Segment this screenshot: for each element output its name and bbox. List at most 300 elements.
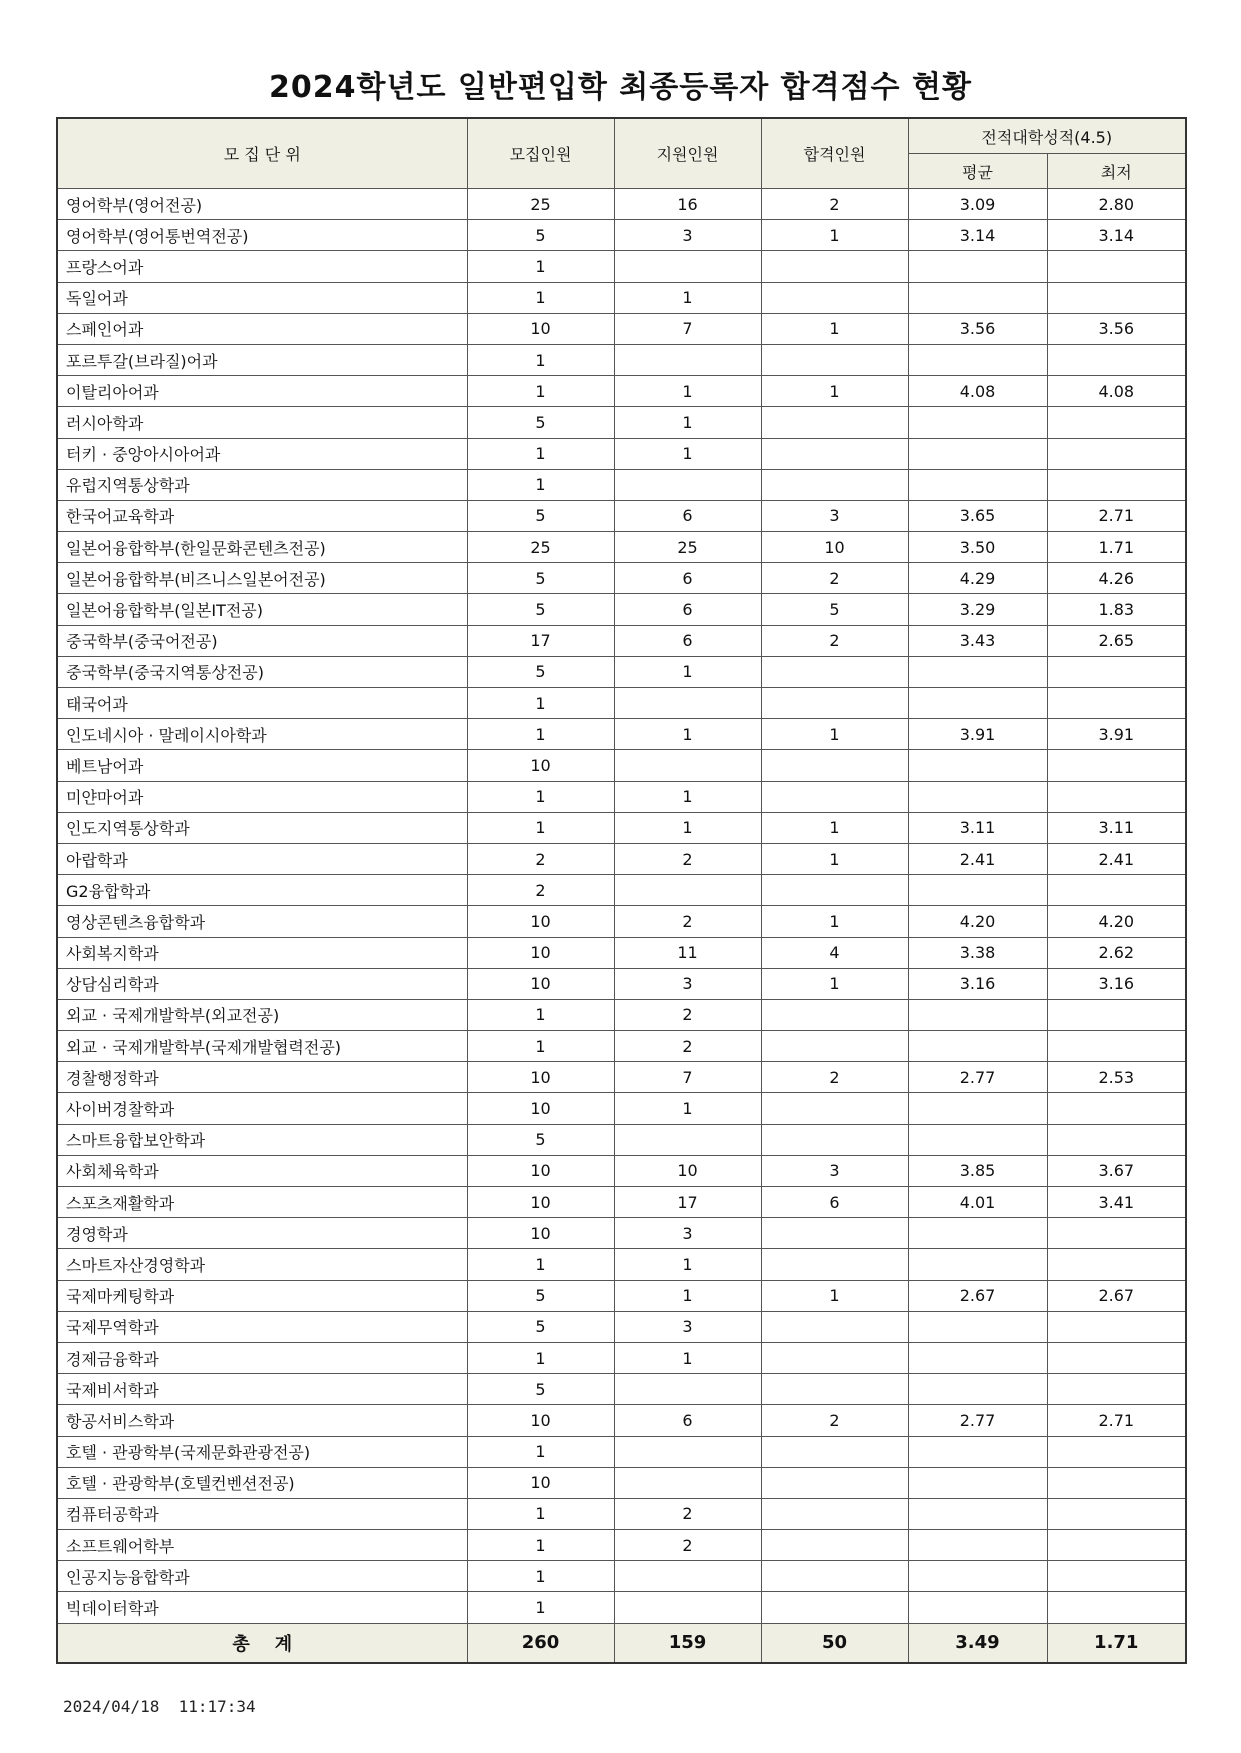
- admitted-cell: 2: [761, 1405, 908, 1436]
- min-gpa-cell: [1047, 1436, 1186, 1467]
- header-admitted: 합격인원: [761, 118, 908, 189]
- avg-gpa-cell: [908, 469, 1047, 500]
- min-gpa-cell: 2.41: [1047, 843, 1186, 874]
- min-gpa-cell: [1047, 1342, 1186, 1373]
- applicants-cell: 2: [614, 1031, 761, 1062]
- admitted-cell: 1: [761, 906, 908, 937]
- table-row: [57, 251, 1186, 282]
- table-row: [57, 719, 1186, 750]
- quota-cell: 25: [467, 189, 614, 220]
- unit-name: 영어학부(영어통번역전공): [57, 220, 467, 251]
- quota-cell: 5: [467, 1374, 614, 1405]
- applicants-cell: [614, 251, 761, 282]
- avg-gpa-cell: [908, 1530, 1047, 1561]
- applicants-cell: [614, 1592, 761, 1623]
- avg-gpa-cell: [908, 1498, 1047, 1529]
- avg-gpa-cell: 4.08: [908, 376, 1047, 407]
- quota-cell: 10: [467, 1093, 614, 1124]
- applicants-cell: [614, 1467, 761, 1498]
- table-row: [57, 843, 1186, 874]
- avg-gpa-cell: [908, 1436, 1047, 1467]
- unit-name: 일본어융합학부(한일문화콘텐츠전공): [57, 532, 467, 563]
- min-gpa-cell: [1047, 999, 1186, 1030]
- table-row: [57, 812, 1186, 843]
- table-row: [57, 656, 1186, 687]
- unit-name: 컴퓨터공학과: [57, 1498, 467, 1529]
- unit-name: 유럽지역통상학과: [57, 469, 467, 500]
- applicants-cell: 1: [614, 438, 761, 469]
- avg-gpa-cell: 4.29: [908, 563, 1047, 594]
- min-gpa-cell: 2.80: [1047, 189, 1186, 220]
- admitted-cell: [761, 1218, 908, 1249]
- applicants-cell: 7: [614, 1062, 761, 1093]
- min-gpa-cell: 3.41: [1047, 1187, 1186, 1218]
- avg-gpa-cell: [908, 1218, 1047, 1249]
- avg-gpa-cell: [908, 251, 1047, 282]
- table-row: [57, 1467, 1186, 1498]
- admitted-cell: [761, 469, 908, 500]
- avg-gpa-cell: 3.43: [908, 625, 1047, 656]
- quota-cell: 5: [467, 1280, 614, 1311]
- min-gpa-cell: [1047, 1249, 1186, 1280]
- avg-gpa-cell: 3.16: [908, 968, 1047, 999]
- quota-cell: 1: [467, 1436, 614, 1467]
- avg-gpa-cell: [908, 1031, 1047, 1062]
- avg-gpa-cell: [908, 1342, 1047, 1373]
- applicants-cell: 1: [614, 282, 761, 313]
- applicants-cell: 1: [614, 376, 761, 407]
- min-gpa-cell: 3.16: [1047, 968, 1186, 999]
- avg-gpa-cell: [908, 344, 1047, 375]
- min-gpa-cell: 4.20: [1047, 906, 1186, 937]
- min-gpa-cell: [1047, 1467, 1186, 1498]
- applicants-cell: 1: [614, 407, 761, 438]
- avg-gpa-cell: [908, 1249, 1047, 1280]
- table-row: [57, 781, 1186, 812]
- table-row: [57, 220, 1186, 251]
- quota-cell: 1: [467, 1530, 614, 1561]
- min-gpa-cell: 3.56: [1047, 313, 1186, 344]
- table-row: [57, 1218, 1186, 1249]
- min-gpa-cell: 2.71: [1047, 1405, 1186, 1436]
- min-gpa-cell: 1.83: [1047, 594, 1186, 625]
- unit-name: 사이버경찰학과: [57, 1093, 467, 1124]
- avg-gpa-cell: [908, 999, 1047, 1030]
- admitted-cell: 2: [761, 563, 908, 594]
- applicants-cell: 17: [614, 1187, 761, 1218]
- quota-cell: 5: [467, 656, 614, 687]
- admitted-cell: 1: [761, 968, 908, 999]
- quota-cell: 10: [467, 750, 614, 781]
- min-gpa-cell: [1047, 1374, 1186, 1405]
- table-row: [57, 189, 1186, 220]
- avg-gpa-cell: [908, 781, 1047, 812]
- admitted-cell: [761, 875, 908, 906]
- admitted-cell: 6: [761, 1187, 908, 1218]
- quota-cell: 10: [467, 1062, 614, 1093]
- min-gpa-cell: 3.11: [1047, 812, 1186, 843]
- admitted-cell: [761, 282, 908, 313]
- admitted-cell: [761, 438, 908, 469]
- unit-name: 터키 · 중앙아시아어과: [57, 438, 467, 469]
- min-gpa-cell: [1047, 251, 1186, 282]
- applicants-cell: 25: [614, 532, 761, 563]
- quota-cell: 10: [467, 313, 614, 344]
- applicants-cell: 10: [614, 1155, 761, 1186]
- table-row: [57, 1280, 1186, 1311]
- unit-name: 외교 · 국제개발학부(외교전공): [57, 999, 467, 1030]
- total-avg: 3.49: [908, 1623, 1047, 1663]
- admitted-cell: [761, 1374, 908, 1405]
- unit-name: 영어학부(영어전공): [57, 189, 467, 220]
- quota-cell: 1: [467, 812, 614, 843]
- quota-cell: 1: [467, 1342, 614, 1373]
- unit-name: 아랍학과: [57, 843, 467, 874]
- min-gpa-cell: 2.62: [1047, 937, 1186, 968]
- min-gpa-cell: 2.67: [1047, 1280, 1186, 1311]
- table-row: [57, 469, 1186, 500]
- quota-cell: 5: [467, 1311, 614, 1342]
- admitted-cell: [761, 1093, 908, 1124]
- min-gpa-cell: 3.14: [1047, 220, 1186, 251]
- unit-name: 러시아학과: [57, 407, 467, 438]
- min-gpa-cell: [1047, 1311, 1186, 1342]
- avg-gpa-cell: [908, 1124, 1047, 1155]
- applicants-cell: 1: [614, 781, 761, 812]
- quota-cell: 2: [467, 875, 614, 906]
- print-timestamp: 2024/04/18 11:17:34: [63, 1697, 256, 1716]
- quota-cell: 1: [467, 438, 614, 469]
- admitted-cell: 3: [761, 500, 908, 531]
- avg-gpa-cell: [908, 1311, 1047, 1342]
- avg-gpa-cell: 3.85: [908, 1155, 1047, 1186]
- applicants-cell: 1: [614, 1249, 761, 1280]
- applicants-cell: [614, 688, 761, 719]
- table-row: [57, 906, 1186, 937]
- min-gpa-cell: [1047, 750, 1186, 781]
- min-gpa-cell: 4.26: [1047, 563, 1186, 594]
- admitted-cell: 10: [761, 532, 908, 563]
- admitted-cell: [761, 1498, 908, 1529]
- unit-name: 호텔 · 관광학부(국제문화관광전공): [57, 1436, 467, 1467]
- applicants-cell: 2: [614, 1530, 761, 1561]
- table-row: [57, 500, 1186, 531]
- avg-gpa-cell: [908, 438, 1047, 469]
- applicants-cell: 2: [614, 1498, 761, 1529]
- quota-cell: 1: [467, 1561, 614, 1592]
- applicants-cell: 3: [614, 220, 761, 251]
- unit-name: 사회복지학과: [57, 937, 467, 968]
- admitted-cell: 1: [761, 719, 908, 750]
- min-gpa-cell: [1047, 1124, 1186, 1155]
- unit-name: 경찰행정학과: [57, 1062, 467, 1093]
- admitted-cell: 1: [761, 812, 908, 843]
- quota-cell: 1: [467, 1498, 614, 1529]
- avg-gpa-cell: 4.01: [908, 1187, 1047, 1218]
- admitted-cell: [761, 781, 908, 812]
- applicants-cell: 6: [614, 625, 761, 656]
- header-avg: 평균: [908, 154, 1047, 189]
- min-gpa-cell: [1047, 1218, 1186, 1249]
- admitted-cell: 2: [761, 1062, 908, 1093]
- unit-name: 경영학과: [57, 1218, 467, 1249]
- unit-name: 국제무역학과: [57, 1311, 467, 1342]
- unit-name: 국제비서학과: [57, 1374, 467, 1405]
- table-row: [57, 438, 1186, 469]
- avg-gpa-cell: 2.67: [908, 1280, 1047, 1311]
- applicants-cell: [614, 750, 761, 781]
- table-body: [57, 189, 1186, 1624]
- table-row: [57, 1062, 1186, 1093]
- unit-name: 스포츠재활학과: [57, 1187, 467, 1218]
- table-row: [57, 750, 1186, 781]
- min-gpa-cell: 3.67: [1047, 1155, 1186, 1186]
- applicants-cell: 1: [614, 656, 761, 687]
- min-gpa-cell: [1047, 469, 1186, 500]
- unit-name: 사회체육학과: [57, 1155, 467, 1186]
- unit-name: 빅데이터학과: [57, 1592, 467, 1623]
- applicants-cell: 11: [614, 937, 761, 968]
- avg-gpa-cell: [908, 282, 1047, 313]
- table-row: [57, 1436, 1186, 1467]
- quota-cell: 5: [467, 594, 614, 625]
- quota-cell: 1: [467, 376, 614, 407]
- unit-name: 이탈리아어과: [57, 376, 467, 407]
- unit-name: 항공서비스학과: [57, 1405, 467, 1436]
- admitted-cell: [761, 1530, 908, 1561]
- min-gpa-cell: [1047, 656, 1186, 687]
- quota-cell: 10: [467, 968, 614, 999]
- avg-gpa-cell: 3.14: [908, 220, 1047, 251]
- unit-name: 스마트융합보안학과: [57, 1124, 467, 1155]
- table-row: [57, 1249, 1186, 1280]
- table-row: [57, 1592, 1186, 1623]
- unit-name: 외교 · 국제개발학부(국제개발협력전공): [57, 1031, 467, 1062]
- min-gpa-cell: [1047, 1498, 1186, 1529]
- admitted-cell: [761, 1311, 908, 1342]
- quota-cell: 1: [467, 1031, 614, 1062]
- admitted-cell: [761, 1249, 908, 1280]
- admitted-cell: 4: [761, 937, 908, 968]
- total-quota: 260: [467, 1623, 614, 1663]
- admitted-cell: [761, 750, 908, 781]
- avg-gpa-cell: [908, 407, 1047, 438]
- avg-gpa-cell: [908, 656, 1047, 687]
- unit-name: 일본어융합학부(비즈니스일본어전공): [57, 563, 467, 594]
- table-row: [57, 968, 1186, 999]
- applicants-cell: [614, 875, 761, 906]
- table-row: [57, 1561, 1186, 1592]
- min-gpa-cell: [1047, 282, 1186, 313]
- applicants-cell: 3: [614, 1311, 761, 1342]
- header-applicants: 지원인원: [614, 118, 761, 189]
- avg-gpa-cell: 3.50: [908, 532, 1047, 563]
- table-row: [57, 1342, 1186, 1373]
- quota-cell: 10: [467, 1155, 614, 1186]
- applicants-cell: 1: [614, 719, 761, 750]
- applicants-cell: 1: [614, 812, 761, 843]
- avg-gpa-cell: [908, 875, 1047, 906]
- applicants-cell: 6: [614, 563, 761, 594]
- page-title: 2024학년도 일반편입학 최종등록자 합격점수 현황: [269, 70, 972, 105]
- applicants-cell: 2: [614, 906, 761, 937]
- min-gpa-cell: 2.53: [1047, 1062, 1186, 1093]
- quota-cell: 2: [467, 843, 614, 874]
- avg-gpa-cell: [908, 1374, 1047, 1405]
- unit-name: 인공지능융합학과: [57, 1561, 467, 1592]
- applicants-cell: 16: [614, 189, 761, 220]
- admitted-cell: [761, 251, 908, 282]
- table-row: [57, 999, 1186, 1030]
- unit-name: 인도네시아 · 말레이시아학과: [57, 719, 467, 750]
- admitted-cell: 1: [761, 313, 908, 344]
- min-gpa-cell: [1047, 1592, 1186, 1623]
- quota-cell: 1: [467, 251, 614, 282]
- unit-name: 태국어과: [57, 688, 467, 719]
- applicants-cell: 1: [614, 1093, 761, 1124]
- quota-cell: 10: [467, 906, 614, 937]
- avg-gpa-cell: [908, 750, 1047, 781]
- quota-cell: 17: [467, 625, 614, 656]
- unit-name: 인도지역통상학과: [57, 812, 467, 843]
- min-gpa-cell: [1047, 781, 1186, 812]
- avg-gpa-cell: 3.65: [908, 500, 1047, 531]
- table-row: [57, 313, 1186, 344]
- avg-gpa-cell: [908, 1561, 1047, 1592]
- min-gpa-cell: [1047, 875, 1186, 906]
- min-gpa-cell: [1047, 407, 1186, 438]
- table-row: [57, 1124, 1186, 1155]
- quota-cell: 10: [467, 1218, 614, 1249]
- avg-gpa-cell: [908, 1592, 1047, 1623]
- table-row: [57, 1155, 1186, 1186]
- admitted-cell: [761, 1467, 908, 1498]
- table-row: [57, 563, 1186, 594]
- admitted-cell: 5: [761, 594, 908, 625]
- table-row: [57, 407, 1186, 438]
- avg-gpa-cell: 3.09: [908, 189, 1047, 220]
- min-gpa-cell: [1047, 344, 1186, 375]
- applicants-cell: 3: [614, 968, 761, 999]
- unit-name: 베트남어과: [57, 750, 467, 781]
- table-row: [57, 532, 1186, 563]
- quota-cell: 10: [467, 1405, 614, 1436]
- min-gpa-cell: [1047, 1561, 1186, 1592]
- table-row: [57, 688, 1186, 719]
- unit-name: 프랑스어과: [57, 251, 467, 282]
- admitted-cell: 3: [761, 1155, 908, 1186]
- applicants-cell: [614, 1374, 761, 1405]
- unit-name: 호텔 · 관광학부(호텔컨벤션전공): [57, 1467, 467, 1498]
- applicants-cell: 7: [614, 313, 761, 344]
- unit-name: G2융합학과: [57, 875, 467, 906]
- applicants-cell: 1: [614, 1342, 761, 1373]
- avg-gpa-cell: 3.11: [908, 812, 1047, 843]
- quota-cell: 1: [467, 719, 614, 750]
- avg-gpa-cell: 2.77: [908, 1405, 1047, 1436]
- avg-gpa-cell: [908, 1467, 1047, 1498]
- table-row: [57, 937, 1186, 968]
- table-row: [57, 1498, 1186, 1529]
- table-row: [57, 1311, 1186, 1342]
- min-gpa-cell: 2.65: [1047, 625, 1186, 656]
- min-gpa-cell: 3.91: [1047, 719, 1186, 750]
- total-admitted: 50: [761, 1623, 908, 1663]
- quota-cell: 1: [467, 688, 614, 719]
- applicants-cell: 6: [614, 594, 761, 625]
- unit-name: 영상콘텐츠융합학과: [57, 906, 467, 937]
- admitted-cell: 2: [761, 189, 908, 220]
- table-header: [57, 118, 1186, 189]
- table-row: [57, 875, 1186, 906]
- admitted-cell: [761, 999, 908, 1030]
- avg-gpa-cell: 3.38: [908, 937, 1047, 968]
- quota-cell: 1: [467, 999, 614, 1030]
- admitted-cell: 1: [761, 843, 908, 874]
- admitted-cell: [761, 656, 908, 687]
- avg-gpa-cell: 2.77: [908, 1062, 1047, 1093]
- unit-name: 미얀마어과: [57, 781, 467, 812]
- min-gpa-cell: [1047, 438, 1186, 469]
- quota-cell: 1: [467, 1249, 614, 1280]
- admission-results-table: [56, 117, 1187, 1664]
- applicants-cell: 6: [614, 1405, 761, 1436]
- header-quota: 모집인원: [467, 118, 614, 189]
- admitted-cell: [761, 1436, 908, 1467]
- table-row: [57, 1031, 1186, 1062]
- admitted-cell: [761, 1124, 908, 1155]
- table-row: [57, 344, 1186, 375]
- admitted-cell: 1: [761, 376, 908, 407]
- quota-cell: 5: [467, 563, 614, 594]
- min-gpa-cell: 1.71: [1047, 532, 1186, 563]
- quota-cell: 1: [467, 469, 614, 500]
- avg-gpa-cell: 4.20: [908, 906, 1047, 937]
- admitted-cell: [761, 1592, 908, 1623]
- applicants-cell: 2: [614, 843, 761, 874]
- quota-cell: 1: [467, 344, 614, 375]
- unit-name: 소프트웨어학부: [57, 1530, 467, 1561]
- quota-cell: 5: [467, 1124, 614, 1155]
- total-label: 총 계: [57, 1623, 467, 1663]
- applicants-cell: [614, 344, 761, 375]
- avg-gpa-cell: 3.56: [908, 313, 1047, 344]
- unit-name: 국제마케팅학과: [57, 1280, 467, 1311]
- applicants-cell: 3: [614, 1218, 761, 1249]
- unit-name: 일본어융합학부(일본IT전공): [57, 594, 467, 625]
- unit-name: 스페인어과: [57, 313, 467, 344]
- quota-cell: 5: [467, 407, 614, 438]
- applicants-cell: [614, 1561, 761, 1592]
- unit-name: 중국학부(중국어전공): [57, 625, 467, 656]
- applicants-cell: [614, 1124, 761, 1155]
- total-applicants: 159: [614, 1623, 761, 1663]
- quota-cell: 10: [467, 937, 614, 968]
- applicants-cell: 1: [614, 1280, 761, 1311]
- unit-name: 상담심리학과: [57, 968, 467, 999]
- table-row: [57, 594, 1186, 625]
- unit-name: 한국어교육학과: [57, 500, 467, 531]
- header-min: 최저: [1047, 154, 1186, 189]
- total-min: 1.71: [1047, 1623, 1186, 1663]
- header-unit: 모 집 단 위: [57, 118, 467, 189]
- min-gpa-cell: 2.71: [1047, 500, 1186, 531]
- avg-gpa-cell: 2.41: [908, 843, 1047, 874]
- table-row: [57, 1093, 1186, 1124]
- unit-name: 경제금융학과: [57, 1342, 467, 1373]
- applicants-cell: [614, 469, 761, 500]
- admitted-cell: [761, 1342, 908, 1373]
